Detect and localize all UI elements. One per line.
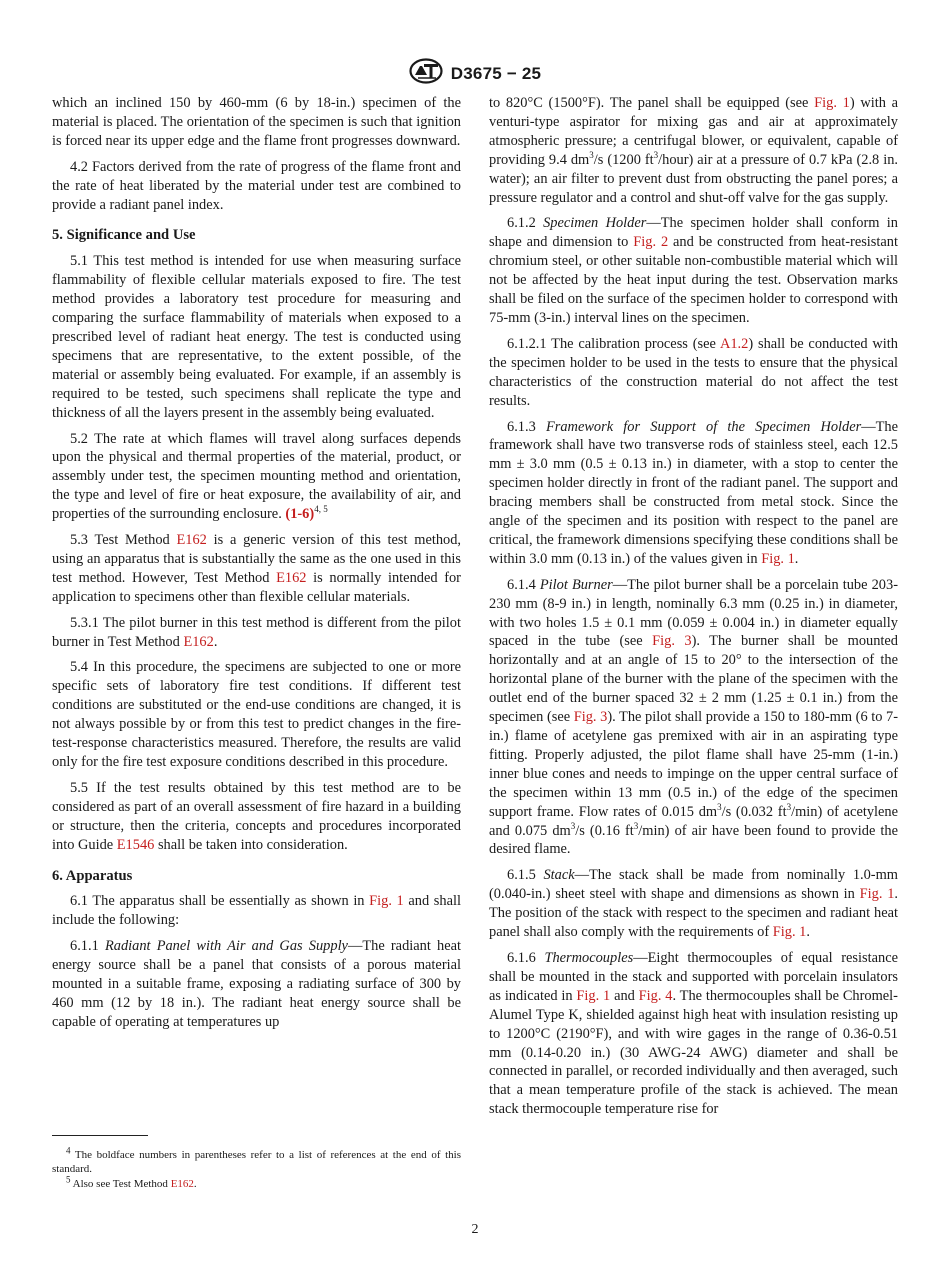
paragraph-4-2: 4.2 Factors derived from the rate of progress of the flame front and the rate of heat liberated by the material under test are combined to provide a radiant panel index.	[52, 158, 461, 213]
e162-link[interactable]: E162	[276, 569, 307, 586]
p5-3-text-a: 5.3 Test Method	[70, 532, 170, 549]
e162-link[interactable]: E162	[176, 532, 207, 549]
paragraph-6-1-5	[489, 866, 898, 942]
paragraph-6-1-1	[52, 937, 461, 1032]
p6-1-6-num: 6.1.6	[507, 949, 536, 966]
paragraph-6-1-6	[489, 949, 898, 1119]
e1546-link[interactable]: E1546	[116, 836, 155, 853]
fig1-link[interactable]: Fig. 1	[369, 893, 404, 910]
p6-1-6-text-b: . The thermocouples shall be Chromel-Alumel Type K, shielded against high heat with insulation resisting up to 1200°C (2190°F), and with wire gages in the range of 0.36-0.51 mm (0.14-0.20 in.) (30 AWG-24 AWG) diameter and shall be connected in parallel, or recorded individually and then averaged, such that a mean temperature profile of the stack is achieved. The mean stack thermocouple temperature rise for	[489, 987, 898, 1118]
e162-link[interactable]: E162	[170, 1178, 194, 1190]
footnote-5-end: .	[193, 1178, 197, 1190]
reference-link[interactable]: (1-6)	[285, 506, 315, 523]
footnote-5-text: Also see Test Method	[72, 1178, 168, 1190]
section-6-heading: 6. Apparatus	[52, 867, 133, 884]
paragraph-5-3-1	[52, 614, 461, 652]
paragraph-6-1	[52, 892, 461, 930]
right-column	[489, 94, 898, 1126]
p6-1-4-text-e: /min) of acetylene and 0.075 dm	[489, 803, 898, 839]
p-cont-c: /s (1200 ft	[593, 151, 654, 168]
p6-1-3-title: Framework for Support of the Specimen Holder	[545, 418, 862, 435]
p6-1-3-num: 6.1.3	[507, 418, 536, 435]
fig1-link[interactable]: Fig. 1	[859, 886, 895, 903]
p6-1-5-title: Stack	[543, 867, 575, 884]
p6-1-4-text-f: /s (0.16 ft	[575, 822, 634, 839]
p6-1-2-title: Specimen Holder	[543, 215, 647, 232]
left-column	[52, 94, 461, 1039]
p6-1-5-text-c: .	[806, 924, 810, 941]
p6-1-2-num: 6.1.2	[507, 215, 536, 232]
p6-1-4-num: 6.1.4	[507, 576, 536, 593]
p6-1-6-title: Thermocouples	[544, 949, 634, 966]
p5-3-text-c: is normally intended for application to specimens other than flexible cellular materials.	[52, 569, 461, 605]
p6-1-text-b: and shall include the following:	[52, 893, 461, 929]
p6-1-5-text-a: —The stack shall be made from nominally 1.0-mm (0.040-in.) sheet steel with shape and dimensions as shown in	[489, 867, 898, 903]
fig2-link[interactable]: Fig. 2	[633, 234, 669, 251]
paragraph-5-3	[52, 531, 461, 607]
p5-5-text-b: shall be taken into consideration.	[157, 836, 348, 853]
footnote-4-mark: 4	[66, 1145, 71, 1156]
p6-1-5-num: 6.1.5	[507, 867, 536, 884]
p-cont-b: ) with a venturi-type aspirator for mixing gas and air at approximately atmospheric pressure; a centrifugal blower, or equivalent, capable of providing 9.4 dm	[489, 95, 898, 168]
p6-1-4-text-b: ). The burner shall be mounted horizontally and at an angle of 15 to 20° to the intersection of the horizontal plane of the burner with the plane of the specimen with the outlet end of the burner spaced 32 ± 2 mm (1.25 ± 0.1 in.) from the specimen (see	[489, 633, 899, 726]
p6-1-4-text-g: /min) of air have been found to provide the desired flame.	[489, 822, 899, 858]
p6-1-2-1-text-a: 6.1.2.1 The calibration process (see	[507, 335, 716, 352]
paragraph-continuation: which an inclined 150 by 460-mm (6 by 18-in.) specimen of the material is placed. The orientation of the specimen is such that ignition is forced near its upper edge and the flame front progresses downward.	[52, 95, 461, 149]
p6-1-6-text-a: —Eight thermocouples of equal resistance shall be mounted in the stack and supported with porcelain insulators as indicated in	[489, 949, 898, 1004]
footnote-5-mark: 5	[66, 1174, 71, 1185]
p6-1-4-text-c: ). The pilot shall provide a 150 to 180-mm (6 to 7-in.) flame of acetylene gas premixed with air in an aspirating type fitting. Properly adjusted, the pilot flame shall have 25-mm (1-in.) inner blue cones and needs to impinge on the upper central surface of the specimen within 13 mm (0.5 in.) of the edge of the specimen support frame. Flow rates of 0.015 dm	[489, 709, 899, 820]
paragraph-5-2	[52, 430, 461, 525]
p6-1-4-text-a: —The pilot burner shall be a porcelain tube 203-230 mm (8-9 in.) in length, nominally 6.3 mm (0.25 in.) in diameter, with two holes 1.5 ± 0.1 mm (0.059 ± 0.004 in.) in diameter equally spaced in the tube (see	[489, 576, 898, 650]
footnotes	[52, 1145, 461, 1192]
p6-1-4-text-d: /s (0.032 ft	[721, 803, 787, 820]
p5-3-1-text-b: .	[213, 633, 218, 650]
superscript-3: 3	[717, 801, 722, 812]
p6-1-2-1-text-b: ) shall be conducted with the specimen holder to be used in the tests to ensure that the physical characteristics of the construction material do not affect the test results.	[489, 335, 898, 409]
fig1-link[interactable]: Fig. 1	[814, 95, 850, 111]
fig3-link[interactable]: Fig. 3	[573, 709, 608, 726]
fig1-link[interactable]: Fig. 1	[772, 924, 807, 941]
p6-1-6-and: and	[614, 987, 635, 1004]
paragraph-6-1-2-1	[489, 335, 898, 411]
superscript-3: 3	[570, 820, 576, 831]
p6-1-text-a: 6.1 The apparatus shall be essentially as shown in	[70, 893, 365, 910]
p-cont-d: /hour) air at a pressure of 0.7 kPa (2.8 in. water); an air filter to prevent dust from obstructing the panel pores; a pressure regulator and a control and shut-off valve for the gas supply.	[489, 151, 898, 206]
p6-1-2-text-b: and be constructed from heat-resistant chromium steel, or other suitable non-combustible material which will not be affected by the heat input during the test. Observation marks shall be filed on the surface of the specimen holder to correspond with 75-mm (3-in.) interval lines on the specimen.	[489, 234, 898, 326]
p6-1-1-num: 6.1.1	[70, 938, 99, 955]
footnote-4	[52, 1145, 461, 1176]
p5-3-text-b: is a generic version of this test method, using an apparatus that is substantially the same as the one used in this test method. However, Test Method	[52, 532, 462, 586]
footnote-4-text: The boldface numbers in parentheses refer to a list of references at the end of this standard.	[52, 1149, 461, 1175]
p5-3-1-text-a: 5.3.1 The pilot burner in this test method is different from the pilot burner in Test Method	[52, 614, 461, 650]
paragraph-5-4: 5.4 In this procedure, the specimens are subjected to one or more specific sets of laboratory fire test conditions. If different test conditions are substituted or the end-use conditions are changed, it is not always possible by or from this test to predict changes in the fire-test-response characteristics measured. Therefore, the results are valid only for the fire test exposure conditions described in this procedure.	[52, 659, 461, 770]
footnote-marks: 4, 5	[314, 504, 328, 515]
superscript-3: 3	[786, 801, 792, 812]
footnote-rule	[52, 1135, 148, 1136]
p6-1-1-text: —The radiant heat energy source shall be a panel that consists of a porous material mounted in a suitable frame, exposing a radiating surface of 300 by 460 mm (12 by 18 in.). The radiant heat energy source shall be capable of operating at temperatures up	[52, 938, 461, 1030]
designation: D3675 − 25	[450, 63, 542, 83]
p6-1-1-title: Radiant Panel with Air and Gas Supply	[104, 938, 348, 955]
astm-logo-icon	[409, 58, 443, 89]
page-header	[0, 58, 950, 84]
paragraph-5-1: 5.1 This test method is intended for use when measuring surface flammability of flexible cellular materials exposed to fire. The test method provides a laboratory test procedure for measuring and comparing the surface flammability of materials when exposed to a prescribed level of radiant heat energy. The test is conducted using specimens that are representative, to the extent possible, of the material or assembly being evaluated. For example, if an assembly is required to be tested, such specimens shall replicate the type and thickness of all the layers present in the assembly being evaluated.	[52, 253, 461, 421]
fig1-link[interactable]: Fig. 1	[576, 987, 611, 1004]
e162-link[interactable]: E162	[183, 633, 214, 650]
p-cont-a: to 820°C (1500°F). The panel shall be equipped (see	[489, 95, 809, 111]
page-number: 2	[471, 1222, 479, 1237]
paragraph-6-1-4	[489, 576, 898, 860]
footnote-5	[52, 1174, 461, 1191]
fig3-link[interactable]: Fig. 3	[652, 633, 692, 650]
a1-2-link[interactable]: A1.2	[719, 335, 749, 352]
paragraph-6-1-3	[489, 418, 898, 569]
paragraph-5-5	[52, 779, 461, 855]
p6-1-2-text-a: —The specimen holder shall conform in shape and dimension to	[489, 215, 898, 251]
p6-1-3-text-b: .	[794, 550, 799, 567]
section-5-heading: 5. Significance and Use	[52, 227, 196, 244]
superscript-3: 3	[589, 149, 594, 160]
fig4-link[interactable]: Fig. 4	[638, 987, 673, 1004]
p6-1-3-text-a: —The framework shall have two transverse rods of stainless steel, each 12.5 mm ± 3.0 mm (0.5 ± 0.13 in.) in diameter, with a stop to center the specimen holder directly in front of the radiant panel. The support and bracing members shall be constructed from metal stock. Since the angle of the specimen and its position with respect to the panel are critical, the framework dimensions specifying these conditions shall be within 3.0 mm (0.13 in.) of the values given in	[489, 418, 898, 567]
fig1-link[interactable]: Fig. 1	[761, 550, 795, 567]
paragraph-6-1-2	[489, 214, 898, 327]
superscript-3: 3	[633, 820, 639, 831]
superscript-3: 3	[653, 149, 659, 160]
p5-2-text: 5.2 The rate at which flames will travel along surfaces depends upon the physical and thermal properties of the material, product, or assembly under test, the specimen mounting method and orientation, the type and level of fire or heat exposure, the availability of air, and properties of the surrounding enclosure.	[52, 430, 461, 523]
p5-5-text-a: 5.5 If the test results obtained by this test method are to be considered as part of an overall assessment of fire hazard in a building or structure, then the criteria, concepts and procedures incorporated into Guide	[52, 779, 461, 853]
paragraph-6-1-1-continued	[489, 94, 898, 207]
p6-1-5-text-b: . The position of the stack with respect to the specimen and radiant heat panel shall also comply with the requirements of	[489, 886, 899, 941]
p6-1-4-title: Pilot Burner	[539, 576, 613, 593]
